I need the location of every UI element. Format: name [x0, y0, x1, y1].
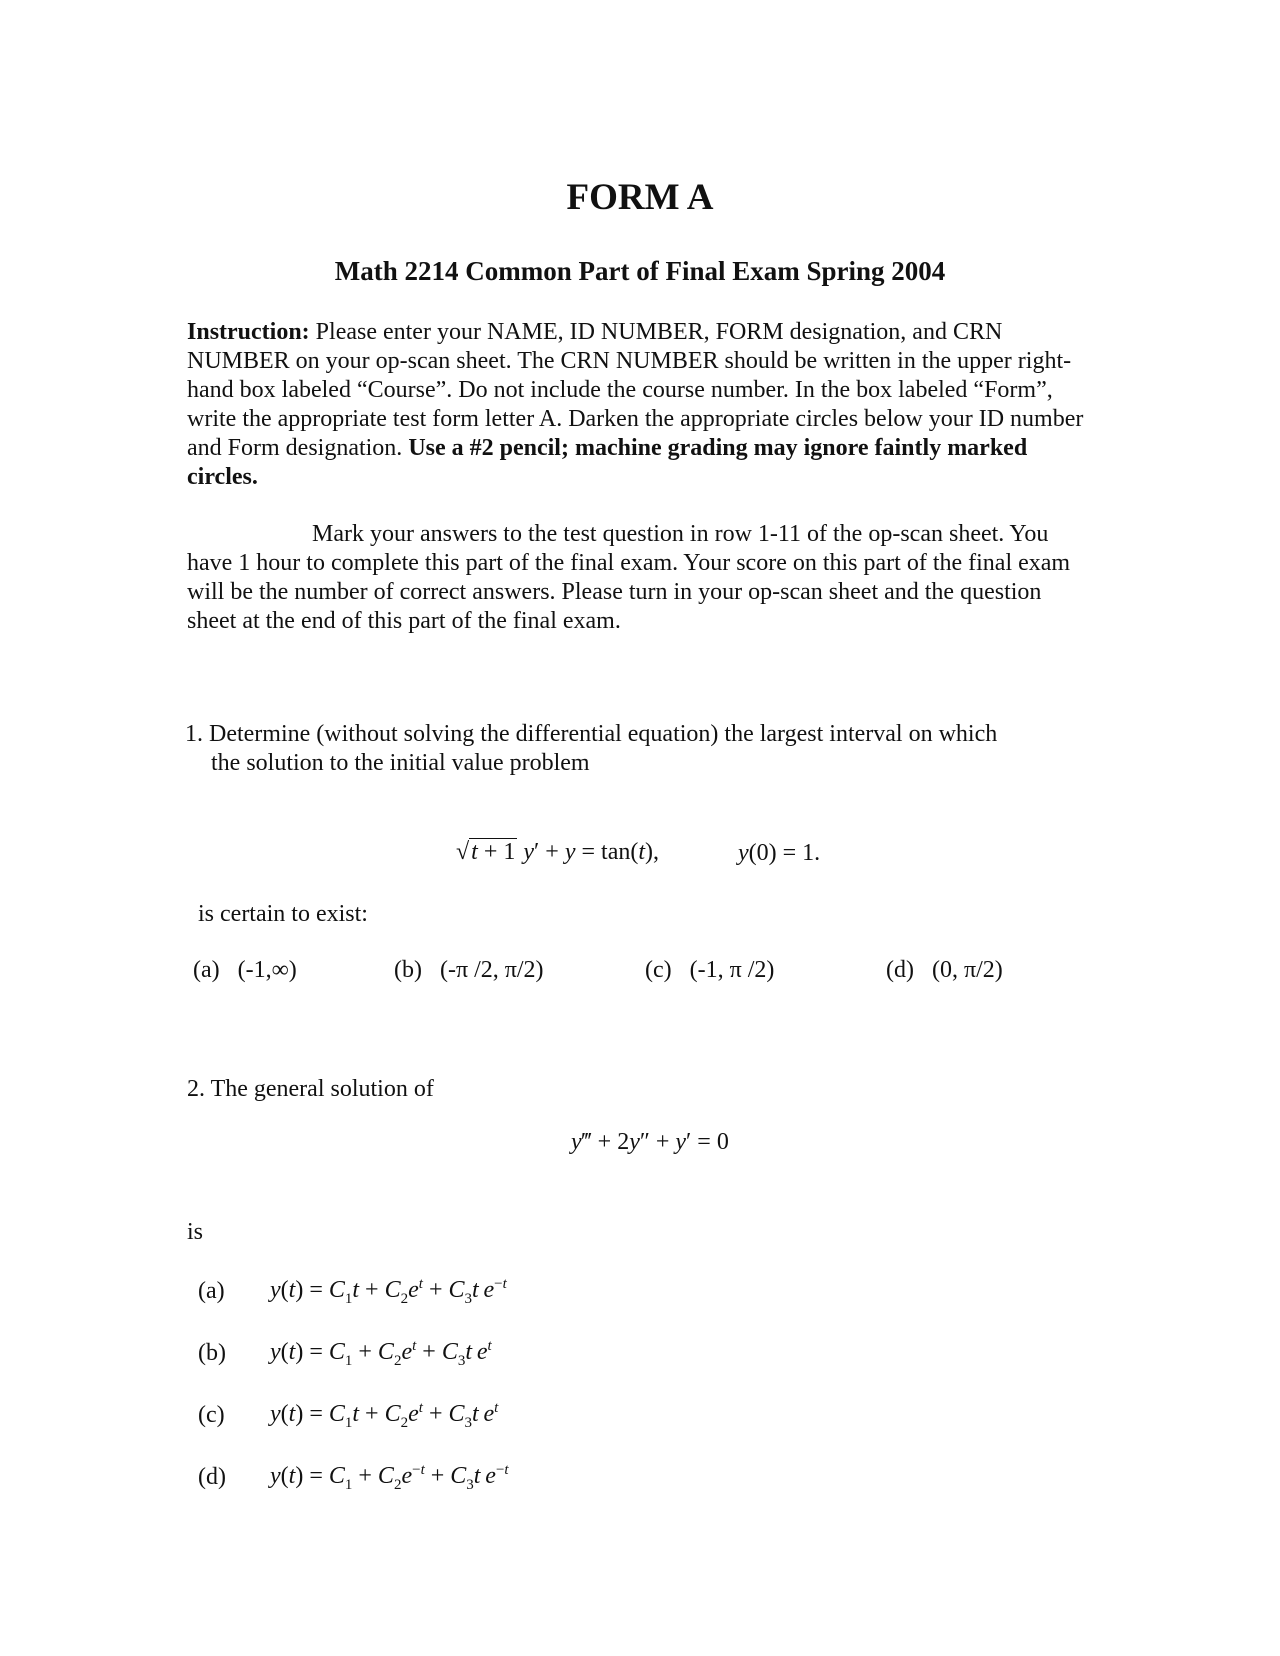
q1-after: is certain to exist: [198, 901, 368, 927]
mark-answers-paragraph [187, 520, 1087, 636]
q2-option-a[interactable] [198, 1278, 225, 1305]
q1-equation: √t + 1 y′ + y = tan(t), [456, 839, 660, 865]
q2-option-c-formula: $y(t) = C_1t + C_2e^t + C_3t$ $e^t$ [270, 1400, 499, 1431]
q1-line1: 1. Determine (without solving the differential equation) the largest interval on which [185, 721, 998, 747]
instruction-bold-tail: Use a #2 pencil; machine grading may ignore faintly marked circles. [187, 435, 1028, 490]
option-label: (a) [198, 1278, 225, 1304]
q1-line2: the solution to the initial value problem [211, 750, 590, 776]
q2-equation: y‴ + 2y″ + y′ = 0 [571, 1129, 729, 1155]
option-label: (d) [198, 1464, 226, 1490]
form-title: FORM A [566, 177, 714, 218]
option-value: (-π /2, π/2) [439, 957, 544, 983]
q1-option-c[interactable] [645, 957, 774, 984]
option-value: (0, π/2) [931, 957, 1003, 983]
option-value: (-1,∞) [237, 957, 297, 983]
q2-option-b[interactable] [198, 1340, 226, 1367]
instruction-paragraph [187, 318, 1087, 492]
option-value: (-1, π /2) [689, 957, 775, 983]
q2-option-c[interactable] [198, 1402, 225, 1429]
mark-answers-text: Mark your answers to the test question in row 1-11 of the op-scan sheet. You have 1 hour to complete this part of the final exam. Your score on this part of the final exam will be the number of correct answers. Please turn in your op-scan sheet and the question sheet at the end of this part of the final exam. [187, 521, 1071, 634]
q2-option-d-formula: $y(t) = C_1 + C_2e^{-t} + C_3t$ $e^{-t}$ [270, 1462, 509, 1493]
q1-option-d[interactable] [886, 957, 1003, 984]
instruction-label: Instruction: [187, 319, 310, 345]
q2-line1: 2. The general solution of [187, 1076, 434, 1102]
option-label: (c) [198, 1402, 225, 1428]
q2-option-b-formula: $y(t) = C_1 + C_2e^t + C_3t$ $e^t$ [270, 1338, 492, 1369]
exam-title: Math 2214 Common Part of Final Exam Spring 2004 [334, 256, 946, 286]
option-label: (c) [645, 957, 672, 983]
option-label: (a) [193, 957, 220, 983]
q2-option-a-formula: $y(t) = C_1t + C_2e^t + C_3t$ $e^{-t}$ [270, 1276, 507, 1307]
q1-initial-condition: y(0) = 1. [738, 840, 821, 866]
q1-option-a[interactable] [193, 957, 297, 984]
option-label: (b) [394, 957, 422, 983]
q1-option-b[interactable] [394, 957, 544, 984]
option-label: (d) [886, 957, 914, 983]
q2-option-d[interactable] [198, 1464, 226, 1491]
option-label: (b) [198, 1340, 226, 1366]
sqrt-expression: √t + 1 [456, 839, 516, 865]
instruction-text: Please enter your NAME, ID NUMBER, FORM designation, and CRN NUMBER on your op-scan sheet. The CRN NUMBER should be written in the upper right-hand box labeled “Course”. Do not include the course number. In the box labeled “Form”, write the appropriate test form letter A. Darken the appropriate circles below your ID number and Form designation. [187, 319, 1084, 461]
q2-after: is [187, 1219, 204, 1245]
